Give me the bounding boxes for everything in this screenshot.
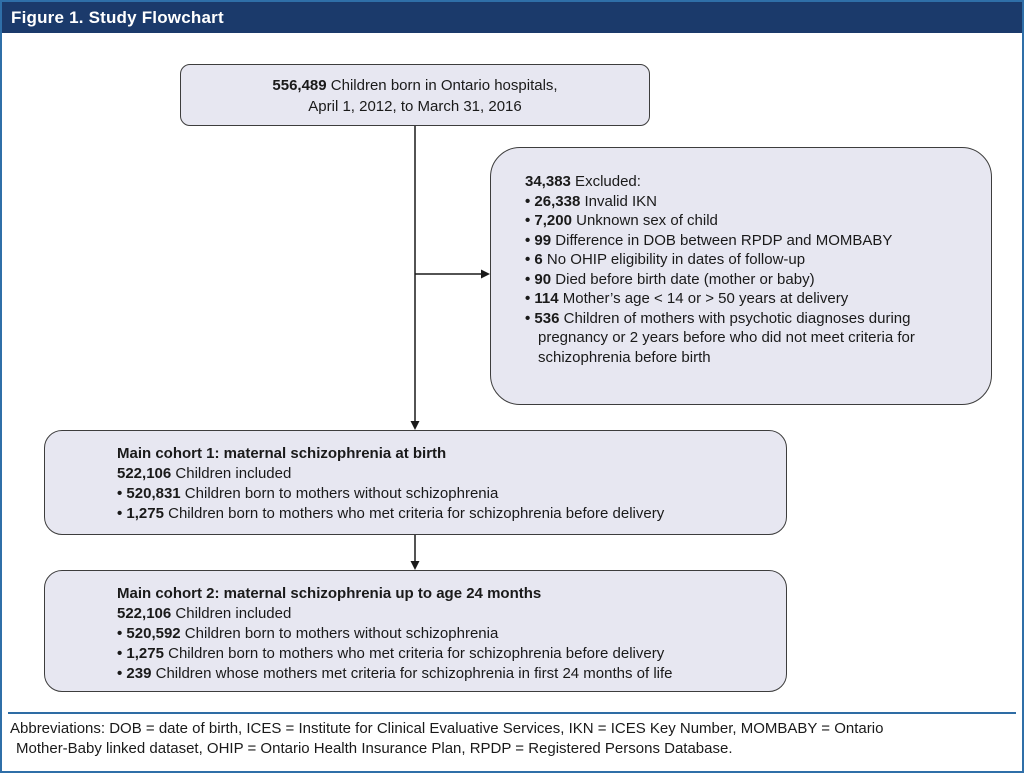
abbreviations-line1: Abbreviations: DOB = date of birth, ICES = Institute for Clinical Evaluative Services, IKN = ICES Key Number, MOMBABY = Ontario xyxy=(10,720,884,737)
excluded-item-text: Children of mothers with psychotic diagnoses during pregnancy or 2 years before who did not meet criteria for schizophrenia before birth xyxy=(538,309,915,366)
box-total-births xyxy=(180,64,650,126)
box-main-cohort-2 xyxy=(44,570,787,692)
excluded-item xyxy=(525,309,967,368)
excluded-item xyxy=(525,231,967,251)
cohort1-item-number: • 1,275 xyxy=(117,505,164,522)
box-excluded xyxy=(490,147,992,405)
excluded-item-number: • 99 xyxy=(525,231,552,249)
excluded-item-number: • 536 xyxy=(525,309,560,327)
cohort2-item-text: Children born to mothers without schizophrenia xyxy=(180,625,499,642)
excluded-item-text: Mother’s age < 14 or > 50 years at delivery xyxy=(558,290,849,307)
footer-divider xyxy=(8,712,1016,714)
excluded-header-text: Excluded: xyxy=(570,173,641,190)
excluded-item-text: Died before birth date (mother or baby) xyxy=(551,270,815,288)
cohort2-item-text: Children born to mothers who met criteria for schizophrenia before delivery xyxy=(163,645,665,662)
abbreviations-line2: Mother-Baby linked dataset, OHIP = Ontario Health Insurance Plan, RPDP = Registered Persons Database. xyxy=(16,740,733,757)
connector-top-to-cohort1 xyxy=(411,126,420,430)
excluded-item-number: • 90 xyxy=(525,270,552,288)
excluded-item-text: Invalid IKN xyxy=(580,192,658,210)
excluded-item-text: No OHIP eligibility in dates of follow-up xyxy=(542,251,806,268)
cohort2-included-text: Children included xyxy=(171,605,292,622)
cohort1-title: Main cohort 1: maternal schizophrenia at birth xyxy=(117,445,447,462)
excluded-number: 34,383 xyxy=(525,173,571,190)
excluded-header xyxy=(525,172,967,192)
cohort1-included-text: Children included xyxy=(171,465,292,482)
box-main-cohort-1 xyxy=(44,430,787,535)
total-births-line2: April 1, 2012, to March 31, 2016 xyxy=(308,98,522,115)
cohort2-item-number: • 1,275 xyxy=(117,645,164,662)
excluded-item-number: • 7,200 xyxy=(525,212,572,229)
abbreviations xyxy=(10,719,1018,759)
cohort2-item-text: Children whose mothers met criteria for schizophrenia in first 24 months of life xyxy=(151,665,673,682)
cohort2-title: Main cohort 2: maternal schizophrenia up to age 24 months xyxy=(117,585,542,602)
total-births-text: Children born in Ontario hospitals, xyxy=(326,77,558,94)
cohort1-item-text: Children born to mothers who met criteria for schizophrenia before delivery xyxy=(163,505,665,522)
cohort2-item-number: • 520,592 xyxy=(117,625,181,642)
excluded-item-number: • 26,338 xyxy=(525,192,581,210)
cohort1-included-number: 522,106 xyxy=(117,465,172,482)
excluded-item xyxy=(525,289,967,309)
figure-title-bar xyxy=(2,2,1022,33)
cohort2-item xyxy=(117,624,776,644)
connector-branch-to-excluded xyxy=(415,270,490,279)
excluded-item xyxy=(525,192,967,212)
cohort2-included-number: 522,106 xyxy=(117,605,172,622)
cohort1-included xyxy=(117,464,776,484)
cohort1-item-text: Children born to mothers without schizophrenia xyxy=(180,485,499,502)
excluded-item-number: • 6 xyxy=(525,251,543,268)
connector-cohort1-to-cohort2 xyxy=(411,535,420,570)
excluded-item xyxy=(525,270,967,290)
total-births-line1 xyxy=(181,75,649,96)
excluded-item xyxy=(525,250,967,270)
excluded-item-text: Difference in DOB between RPDP and MOMBABY xyxy=(551,231,893,249)
cohort2-item xyxy=(117,664,776,684)
cohort2-included xyxy=(117,604,776,624)
excluded-item xyxy=(525,211,967,231)
arrow-down-icon xyxy=(411,421,420,430)
arrow-down-icon xyxy=(411,561,420,570)
arrow-right-icon xyxy=(481,270,490,279)
total-births-number: 556,489 xyxy=(272,77,327,94)
cohort1-item xyxy=(117,504,776,524)
excluded-item-text: Unknown sex of child xyxy=(571,212,718,229)
cohort1-item xyxy=(117,484,776,504)
cohort2-item xyxy=(117,644,776,664)
excluded-item-number: • 114 xyxy=(525,290,559,307)
cohort2-item-number: • 239 xyxy=(117,665,152,682)
cohort1-item-number: • 520,831 xyxy=(117,485,181,502)
figure-title: Figure 1. Study Flowchart xyxy=(11,7,224,27)
